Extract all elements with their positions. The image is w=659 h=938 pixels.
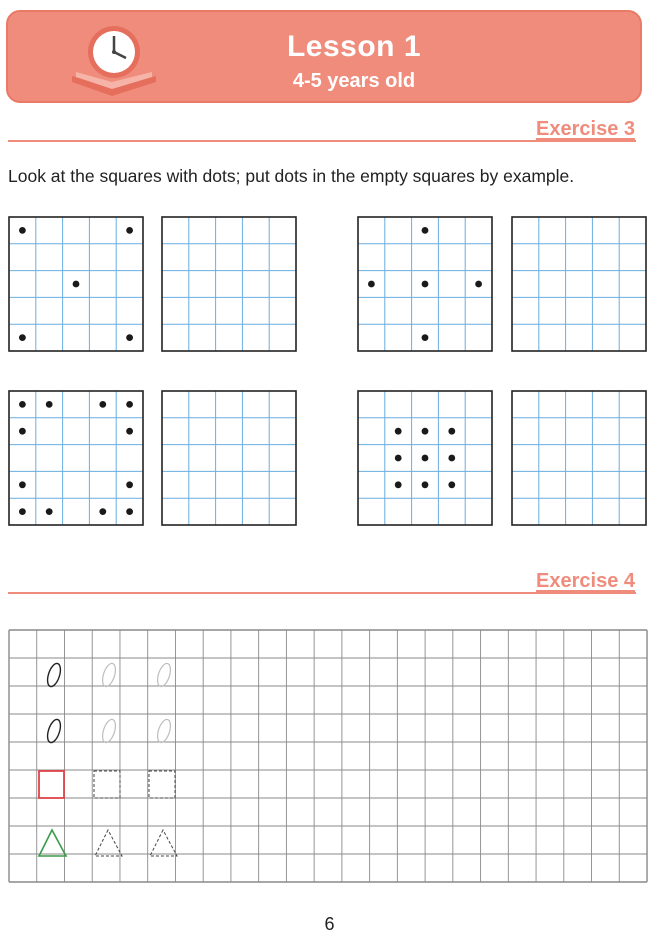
tracing-grid-lines — [9, 630, 647, 882]
exercise-3-instruction: Look at the squares with dots; put dots in the empty squares by example. — [8, 166, 575, 186]
zero-digit-trace[interactable] — [155, 718, 173, 744]
example-dot — [395, 455, 402, 462]
zero-digit-trace[interactable] — [155, 662, 173, 688]
example-dot — [126, 481, 133, 488]
example-dot — [73, 281, 80, 288]
example-dot — [422, 281, 429, 288]
zero-digit-example — [45, 718, 63, 744]
example-dot — [19, 428, 26, 435]
grid-border — [512, 391, 646, 525]
example-dot — [422, 334, 429, 341]
exercise-3-rule — [8, 140, 636, 142]
example-grid-2 — [357, 216, 493, 352]
practice-grid-1[interactable] — [161, 216, 297, 352]
example-dot — [46, 401, 53, 408]
example-dot — [448, 428, 455, 435]
exercise-3-label: Exercise 3 — [536, 118, 635, 140]
example-grid-1 — [8, 216, 144, 352]
example-dot — [99, 401, 106, 408]
example-dot — [126, 428, 133, 435]
example-dot — [422, 455, 429, 462]
lesson-banner — [6, 10, 642, 103]
example-dot — [422, 227, 429, 234]
tracing-grid[interactable] — [8, 629, 648, 883]
age-subtitle: 4-5 years old — [292, 70, 416, 92]
example-dot — [395, 481, 402, 488]
zero-digit-trace[interactable] — [100, 718, 118, 744]
example-dot — [126, 334, 133, 341]
example-grid-4 — [357, 390, 493, 526]
page-number: 6 — [324, 914, 335, 934]
example-dot — [99, 508, 106, 515]
zero-digit-example — [45, 662, 63, 688]
example-dot — [19, 334, 26, 341]
example-dot — [126, 508, 133, 515]
example-dot — [448, 455, 455, 462]
square-trace[interactable] — [94, 771, 120, 798]
example-dot — [368, 281, 375, 288]
example-dot — [19, 227, 26, 234]
practice-grid-3[interactable] — [161, 390, 297, 526]
example-dot — [126, 227, 133, 234]
example-grid-3 — [8, 390, 144, 526]
grid-border — [162, 391, 296, 525]
zero-digit-trace[interactable] — [100, 662, 118, 688]
example-dot — [19, 481, 26, 488]
lesson-title: Lesson 1 — [286, 30, 422, 63]
example-dot — [448, 481, 455, 488]
example-dot — [126, 401, 133, 408]
example-dot — [475, 281, 482, 288]
example-dot — [422, 428, 429, 435]
example-dot — [46, 508, 53, 515]
square-trace[interactable] — [149, 771, 175, 798]
example-dot — [395, 428, 402, 435]
red-square-example — [39, 771, 64, 798]
grid-border — [9, 391, 143, 525]
exercise-4-rule — [8, 592, 636, 594]
example-dot — [19, 401, 26, 408]
practice-grid-2[interactable] — [511, 216, 647, 352]
grid-border — [512, 217, 646, 351]
example-dot — [19, 508, 26, 515]
grid-border — [162, 217, 296, 351]
triangle-trace[interactable] — [95, 830, 122, 856]
green-triangle-example — [39, 830, 66, 856]
practice-grid-4[interactable] — [511, 390, 647, 526]
triangle-trace[interactable] — [150, 830, 177, 856]
example-dot — [422, 481, 429, 488]
exercise-4-label: Exercise 4 — [536, 570, 635, 592]
